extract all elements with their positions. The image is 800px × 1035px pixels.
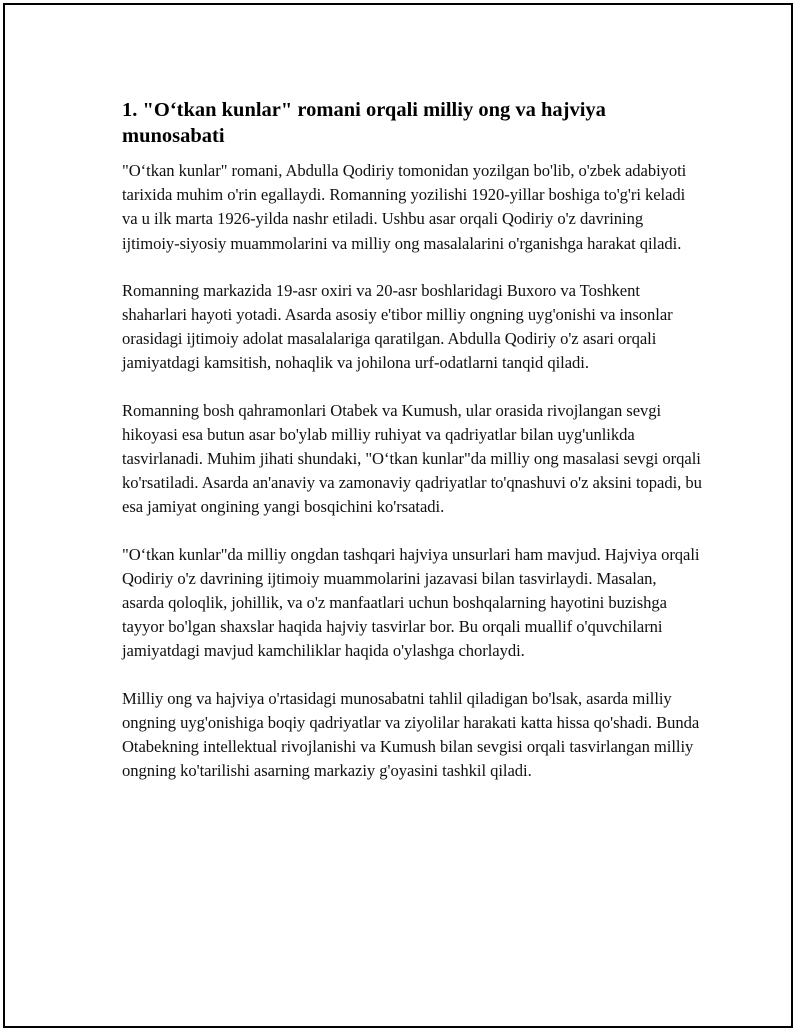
paragraph-1: "O‘tkan kunlar" romani, Abdulla Qodiriy tomonidan yozilgan bo'lib, o'zbek adabiyoti tarixida muhim o'rin egallaydi. Romanning yozilishi 1920-yillar boshiga to'g'ri keladi va u ilk marta 1926-yilda nashr etiladi. Ushbu asar orqali Qodiriy o'z davrining ijtimoiy-siyosiy muammolarini va milliy ong masalalarini o'rganishga harakat qiladi.	[122, 161, 687, 253]
document-page	[3, 3, 793, 1028]
section-heading: 1. "O‘tkan kunlar" romani orqali milliy ong va hajviya munosabati	[122, 99, 606, 147]
paragraph-5: Milliy ong va hajviya o'rtasidagi munosabatni tahlil qiladigan bo'lsak, asarda milliy ongning uyg'onishiga boqiy qadriyatlar va ziyolilar harakati katta hissa qo'shadi. Bunda Otabekning intellektual rivojlanishi va Kumush bilan sevgisi orqali tasvirlangan milliy ongning ko'tarilishi asarning markaziy g'oyasini tashkil qiladi.	[122, 688, 700, 781]
paragraph-3: Romanning bosh qahramonlari Otabek va Kumush, ular orasida rivojlangan sevgi hikoyasi esa butun asar bo'ylab milliy ruhiyat va qadriyatlar bilan uyg'unlikda tasvirlanadi. Muhim jihati shundaki, "O‘tkan kunlar"da milliy ong masalasi sevgi orqali ko'rsatiladi. Asarda an'anaviy va zamonaviy qadriyatlar to'qnashuvi o'z aksini topadi, bu esa jamiyat ongining yangi bosqichini ko'rsatadi.	[122, 400, 702, 517]
paragraph-2: Romanning markazida 19-asr oxiri va 20-asr boshlaridagi Buxoro va Toshkent shaharlari hayoti yotadi. Asarda asosiy e'tibor milliy ongning uyg'onishi va insonlar orasidagi ijtimoiy adolat masalalariga qaratilgan. Abdulla Qodiriy o'z asari orqali jamiyatdagi kamsitish, nohaqlik va johilona urf-odatlarni tanqid qiladi.	[122, 280, 673, 373]
document-body	[122, 97, 702, 806]
paragraph-4: "O‘tkan kunlar"da milliy ongdan tashqari hajviya unsurlari ham mavjud. Hajviya orqali Qodiriy o'z davrining ijtimoiy muammolarini jazavasi bilan tasvirlaydi. Masalan, asarda qoloqlik, johillik, va o'z manfaatlari uchun boshqalarning hayotini buzishga tayyor bo'lgan shaxslar haqida hajviy tasvirlar bor. Bu orqali muallif o'quvchilarni jamiyatdagi mavjud kamchiliklar haqida o'ylashga chorlaydi.	[122, 544, 700, 661]
